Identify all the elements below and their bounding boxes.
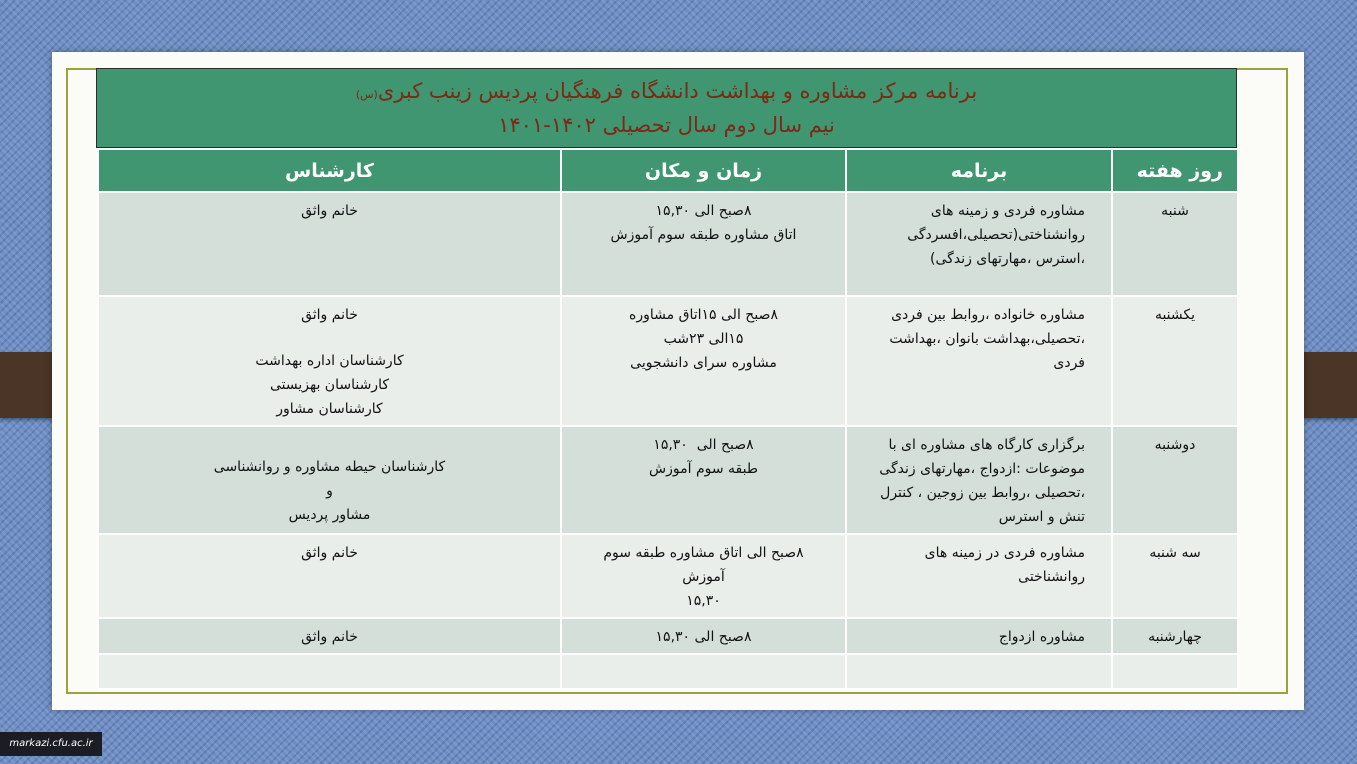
cell-line: فردی <box>1053 355 1085 371</box>
cell-line: کارشناسان مشاور <box>276 401 383 417</box>
cell-line: خانم واثق <box>301 545 358 561</box>
cell-expert <box>98 426 561 534</box>
cell-day: دوشنبه <box>1112 426 1238 534</box>
cell-line: مشاوره سرای دانشجویی <box>630 355 777 371</box>
cell-line: طبقه سوم آموزش <box>649 461 758 477</box>
cell-program <box>846 426 1112 534</box>
schedule-table <box>97 148 1239 690</box>
cell-day: شنبه <box>1112 192 1238 296</box>
cell-line: موضوعات :ازدواج ،مهارتهای زندگی <box>879 461 1085 477</box>
cell-time-place <box>561 192 846 296</box>
cell-expert <box>98 534 561 618</box>
cell-line: ۸صبح الی ۱۵,۳۰ <box>655 629 752 645</box>
header-day: روز هفته <box>1112 149 1238 192</box>
cell-line: و <box>326 483 333 499</box>
title-line1 <box>97 79 1236 103</box>
table-row <box>98 296 1238 426</box>
cell-line: مشاوره خانواده ،روابط بین فردی <box>891 307 1085 323</box>
slide-card <box>52 52 1304 710</box>
cell-program <box>846 192 1112 296</box>
cell-expert <box>98 296 561 426</box>
cell-day: چهارشنبه <box>1112 618 1238 654</box>
cell-line: ۸صبح الی اتاق مشاوره طبقه سوم <box>603 545 804 561</box>
cell-empty <box>846 654 1112 689</box>
cell-line: مشاوره ازدواج <box>998 629 1085 645</box>
table-row <box>98 192 1238 296</box>
subtitle: نیم سال دوم سال تحصیلی ۱۴۰۲-۱۴۰۱ <box>498 113 835 137</box>
cell-line: روانشناختی <box>1018 569 1085 585</box>
cell-empty <box>1112 654 1238 689</box>
cell-time-place <box>561 426 846 534</box>
cell-line: ،استرس ،مهارتهای زندگی) <box>930 251 1085 267</box>
cell-line: خانم واثق <box>301 629 358 645</box>
cell-line: خانم واثق <box>301 307 358 323</box>
cell-line: ۸صبح الی ۱۵,۳۰ <box>653 437 754 453</box>
table-row <box>98 426 1238 534</box>
cell-empty <box>98 654 561 689</box>
table-row <box>98 618 1238 654</box>
cell-expert <box>98 618 561 654</box>
cell-line: برگزاری کارگاه های مشاوره ای با <box>888 437 1085 453</box>
cell-time-place <box>561 296 846 426</box>
title-suffix: (س) <box>355 88 378 101</box>
table-header-row <box>98 149 1238 192</box>
cell-day: سه شنبه <box>1112 534 1238 618</box>
table-row-empty <box>98 654 1238 689</box>
cell-time-place <box>561 618 846 654</box>
cell-line: کارشناسان حیطه مشاوره و روانشناسی <box>213 459 446 475</box>
cell-program <box>846 534 1112 618</box>
cell-line: کارشناسان بهزیستی <box>270 377 389 393</box>
cell-program <box>846 618 1112 654</box>
cell-line <box>107 327 552 349</box>
cell-expert <box>98 192 561 296</box>
cell-line: تنش و استرس <box>998 509 1085 525</box>
cell-program <box>846 296 1112 426</box>
cell-line: ۱۵,۳۰ <box>686 593 721 609</box>
cell-line: کارشناسان اداره بهداشت <box>255 353 404 369</box>
cell-line: ،تحصیلی،بهداشت بانوان ،بهداشت <box>889 331 1085 347</box>
title-box <box>96 68 1237 148</box>
cell-line <box>107 433 552 455</box>
cell-line: روانشناختی(تحصیلی،افسردگی <box>907 227 1085 243</box>
cell-line: ۸صبح الی ۱۵,۳۰ <box>655 203 752 219</box>
cell-time-place <box>561 534 846 618</box>
cell-line: مشاوره فردی و زمینه های <box>930 203 1085 219</box>
cell-line: اتاق مشاوره طبقه سوم آموزش <box>610 227 797 243</box>
title-text: برنامه مرکز مشاوره و بهداشت دانشگاه فرهنگیان پردیس زینب کبری <box>377 79 978 103</box>
header-program: برنامه <box>846 149 1112 192</box>
cell-line: خانم واثق <box>301 203 358 219</box>
header-expert: کارشناس <box>98 149 561 192</box>
header-time-place: زمان و مکان <box>561 149 846 192</box>
site-logo: markazi.cfu.ac.ir <box>0 732 102 756</box>
cell-day: یکشنبه <box>1112 296 1238 426</box>
cell-line: ۱۵الی ۲۳شب <box>663 331 744 347</box>
cell-line: ۸صبح الی ۱۵اتاق مشاوره <box>629 307 778 323</box>
cell-empty <box>561 654 846 689</box>
cell-line: ،تحصیلی ،روابط بین زوجین ، کنترل <box>880 485 1085 501</box>
table-row <box>98 534 1238 618</box>
cell-line: مشاور پردیس <box>288 507 371 523</box>
cell-line: مشاوره فردی در زمینه های <box>924 545 1085 561</box>
cell-line: آموزش <box>682 569 725 585</box>
